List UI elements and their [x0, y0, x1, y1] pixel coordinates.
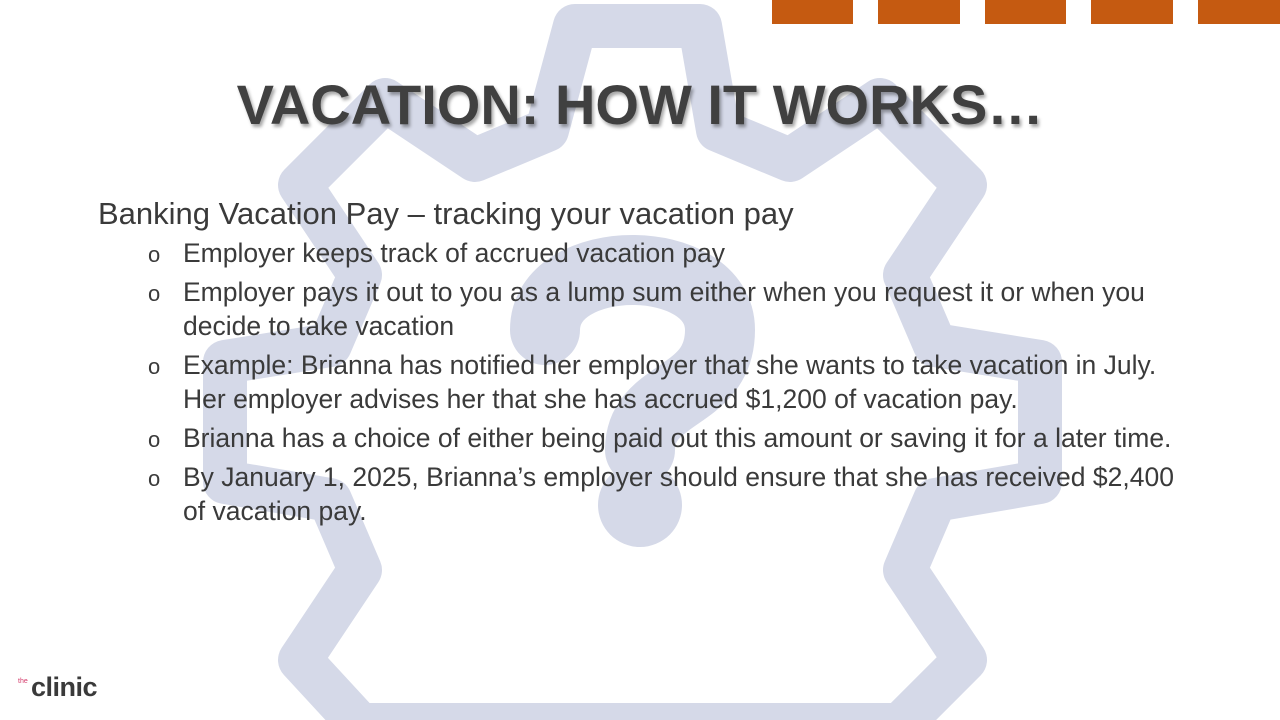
bullet-marker: o	[148, 427, 161, 452]
accent-bar-5	[1198, 0, 1280, 24]
list-item	[98, 460, 1188, 528]
section-heading: Banking Vacation Pay – tracking your vacation pay	[98, 196, 794, 231]
list-item	[98, 421, 1188, 455]
slide-title: VACATION: HOW IT WORKS…	[236, 73, 1044, 136]
bullet-list	[98, 236, 1188, 528]
bullet-text: Brianna has a choice of either being paid out this amount or saving it for a later time.	[183, 423, 1172, 453]
list-item	[98, 348, 1188, 416]
bullet-marker: o	[148, 354, 161, 379]
accent-bar-1	[772, 0, 853, 24]
accent-bar-3	[985, 0, 1066, 24]
logo-prefix: the	[18, 678, 28, 685]
bullet-text: Example: Brianna has notified her employer that she wants to take vacation in July. Her employer advises her that she has accrued $1,200 of vacation pay.	[183, 350, 1157, 414]
bullet-marker: o	[148, 281, 161, 306]
slide-body	[98, 194, 1188, 533]
bullet-text: By January 1, 2025, Brianna’s employer should ensure that she has received $2,400 of vacation pay.	[183, 462, 1174, 526]
bullet-marker: o	[148, 466, 161, 491]
bullet-marker: o	[148, 242, 161, 267]
logo-wordmark: clinic	[31, 672, 98, 702]
accent-bar-2	[878, 0, 960, 24]
list-item	[98, 236, 1188, 270]
bullet-text: Employer keeps track of accrued vacation pay	[183, 238, 726, 268]
accent-bar-4	[1091, 0, 1173, 24]
list-item	[98, 275, 1188, 343]
bullet-text: Employer pays it out to you as a lump sum either when you request it or when you decide to take vacation	[183, 277, 1145, 341]
